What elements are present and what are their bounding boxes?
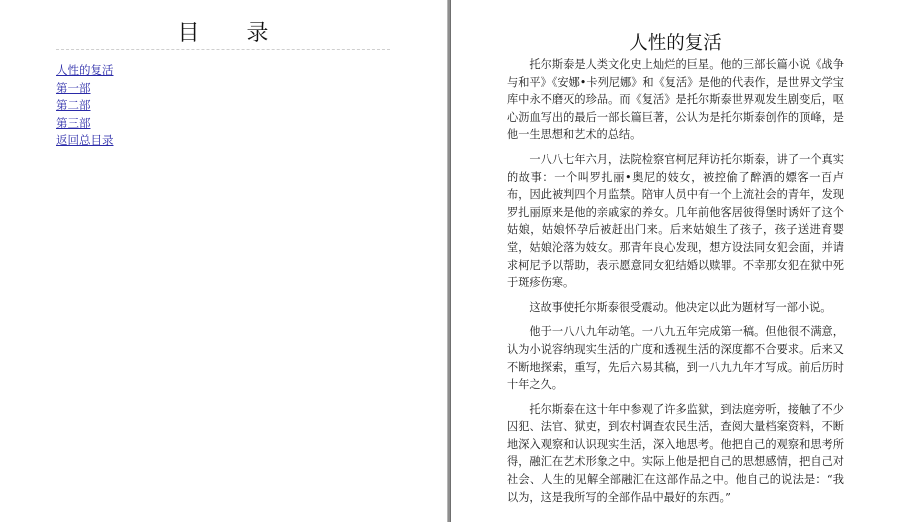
toc-item [56,132,114,150]
article [507,0,844,513]
toc-title: 目 录 [177,21,289,46]
article-paragraph: 托尔斯泰在这十年中参观了许多监狱，到法庭旁听，接触了不少囚犯、法官、狱吏，到农村调查农民生活，查阅大量档案资料，不断地深入观察和认识现实生活，深入地思考。他把自己的观察和思考所得，融汇在艺术形象之中。实际上他是把自己的思想感情，把自己对社会、人生的见解全部融汇在这部作品之中。他自己的说法是：“我以为，这是我所写的全部作品中最好的东西。” [507,402,844,504]
toc-item [56,115,114,133]
toc-title-divider [56,49,390,50]
article-paragraph: 这故事使托尔斯泰很受震动。他决定以此为题材写一部小说。 [529,300,832,314]
toc-pane [0,0,447,522]
content-pane [451,0,900,522]
toc-link-part-one[interactable]: 第一部 [56,80,91,95]
toc-link-part-three[interactable]: 第三部 [56,115,91,130]
article-paragraph: 托尔斯泰是人类文化史上灿烂的巨星。他的三部长篇小说《战争与和平》《安娜•卡列尼娜》和《复活》是他的代表作，是世界文学宝库中永不磨灭的珍品。而《复活》是托尔斯泰世界观发生剧变后，呕心沥血写出的最后一部长篇巨著，公认为是托尔斯泰创作的顶峰，是他一生思想和艺术的总结。 [507,58,844,142]
article-paragraph: 一八八七年六月，法院检察官柯尼拜访托尔斯泰，讲了一个真实的故事：一个叫罗扎丽•奥尼的妓女，被控偷了醉酒的嫖客一百卢布，因此被判四个月监禁。陪审人员中有一个上流社会的青年，发现罗扎丽原来是他的亲戚家的养女。几年前他客居彼得堡时诱奸了这个姑娘，姑娘怀孕后被赶出门来。后来姑娘生了孩子，孩子送进育婴堂，姑娘沦落为妓女。那青年良心发现，想方设法同女犯会面，并请求柯尼予以帮助，表示愿意同女犯结婚以赎罪。不幸那女犯在狱中死于斑疹伤寒。 [507,152,844,290]
toc-item [56,97,114,115]
toc-list [56,62,114,150]
toc-link-renxing-de-fuhuo[interactable]: 人性的复活 [56,63,114,77]
toc-item [56,80,114,98]
toc-link-part-two[interactable]: 第二部 [56,98,91,113]
article-title: 人性的复活 [629,33,722,54]
toc-item [56,62,114,80]
article-paragraph: 他于一八八九年动笔。一八九五年完成第一稿。但他很不满意，认为小说容纳现实生活的广度和透视生活的深度都不合要求。后来又不断地探索，重写，先后六易其稿，到一八九九年才写成。前后历时十年之久。 [507,325,844,392]
toc-link-back-to-main-contents[interactable]: 返回总目录 [56,133,114,148]
